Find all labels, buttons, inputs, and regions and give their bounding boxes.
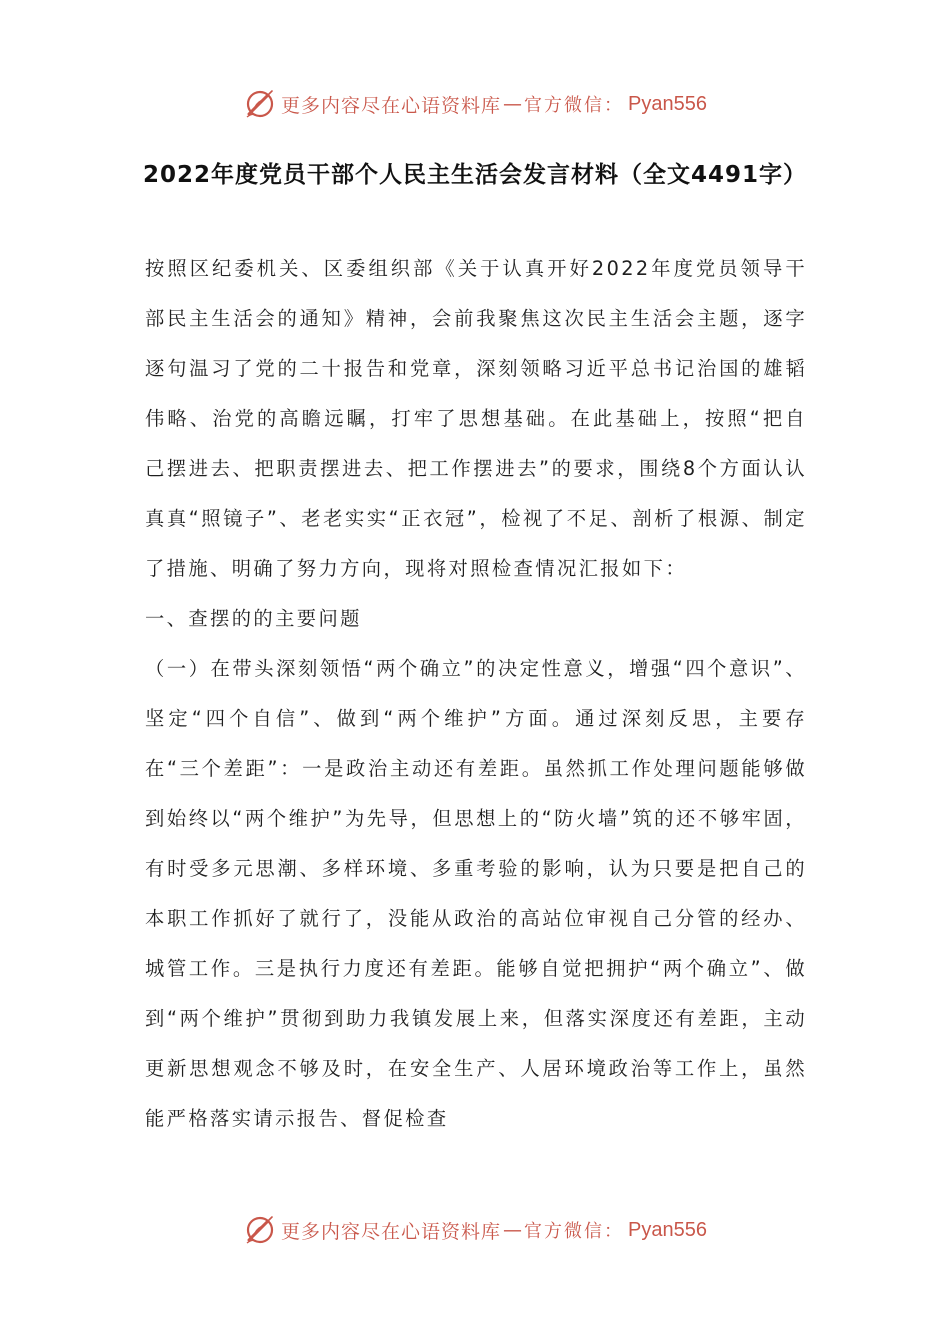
banner-wechat-id: Pyan556 (628, 92, 707, 115)
banner-main-text: 更多内容尽在心语资料库 (281, 1220, 502, 1243)
banner-official-text: 官方微信： (524, 1221, 625, 1242)
banner-dash: — (503, 93, 523, 115)
paragraph-section-1: （一）在带头深刻领悟“两个确立”的决定性意义，增强“四个意识”、坚定“四个自信”、做到“两个维护”方面。通过深刻反思，主要存在“三个差距”：一是政治主动还有差距。虽然抓工作处理问题能够做到始终以“两个维护”为先导，但思想上的“防火墙”筑的还不够牢固，有时受多元思潮、多样环境、多重考验的影响，认为只要是把自己的本职工作抓好了就行了，没能从政治的高站位审视自己分管的经办、城管工作。三是执行力度还有差距。能够自觉把拥护“两个确立”、做到“两个维护”贯彻到助力我镇发展上来，但落实深度还有差距，主动更新思想观念不够及时，在安全生产、人居环境政治等工作上，虽然能严格落实请示报告、督促检查 (145, 657, 807, 1130)
banner-main-text: 更多内容尽在心语资料库 (281, 94, 502, 117)
pen-circle-logo-icon (243, 87, 277, 121)
document-title: 2022年度党员干部个人民主生活会发言材料（全文4491字） (142, 162, 808, 188)
document-body (145, 244, 807, 1144)
footer-watermark-banner (0, 1210, 950, 1250)
pen-circle-logo-icon (243, 1213, 277, 1247)
header-watermark-banner (0, 84, 950, 124)
paragraph-intro: 按照区纪委机关、区委组织部《关于认真开好2022年度党员领导干部民主生活会的通知》精神，会前我聚焦这次民主生活会主题，逐字逐句温习了党的二十报告和党章，深刻领略习近平总书记治国的雄韬伟略、治党的高瞻远瞩，打牢了思想基础。在此基础上，按照“把自己摆进去、把职责摆进去、把工作摆进去”的要求，围绕8个方面认认真真“照镜子”、老老实实“正衣冠”，检视了不足、剖析了根源、制定了措施、明确了努力方向，现将对照检查情况汇报如下： (145, 257, 807, 580)
banner-dash: — (503, 1219, 523, 1241)
banner-wechat-id: Pyan556 (628, 1218, 707, 1241)
banner-official-text: 官方微信： (524, 95, 625, 116)
section-heading: 一、查摆的的主要问题 (145, 607, 362, 630)
